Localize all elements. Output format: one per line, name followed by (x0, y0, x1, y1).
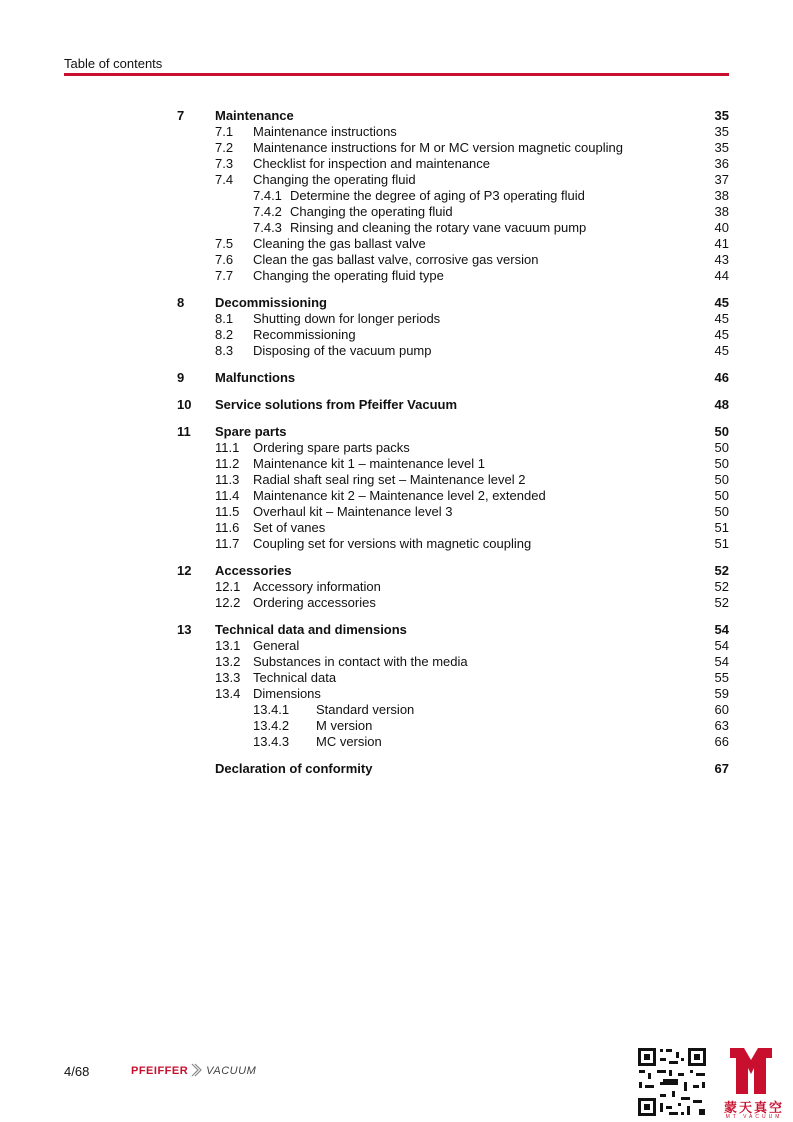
toc-section-row[interactable] (0, 456, 793, 472)
toc-entry-page: 50 (714, 504, 729, 519)
toc-section-row[interactable] (0, 638, 793, 654)
toc-chapter-row[interactable] (0, 397, 793, 413)
toc-entry-page: 35 (714, 124, 729, 139)
toc-section-row[interactable] (0, 204, 793, 220)
toc-entry-title: Disposing of the vacuum pump (253, 343, 432, 358)
toc-entry-title: Maintenance (215, 108, 294, 123)
mt-vacuum-english-name: MT VACUUM (725, 1114, 783, 1120)
toc-entry-page: 35 (714, 140, 729, 155)
toc-entry-page: 40 (714, 220, 729, 235)
toc-section-row[interactable] (0, 188, 793, 204)
toc-entry-page: 38 (714, 188, 729, 203)
toc-entry-page: 63 (714, 718, 729, 733)
toc-entry-number: 11.5 (215, 504, 240, 519)
table-of-contents (0, 108, 793, 788)
toc-entry-number: 11 (177, 424, 191, 439)
qr-code-icon (636, 1046, 708, 1118)
toc-entry-page: 45 (714, 311, 729, 326)
toc-entry-title: Radial shaft seal ring set – Maintenance level 2 (253, 472, 526, 487)
toc-entry-title: Shutting down for longer periods (253, 311, 441, 326)
toc-entry-number: 13.4.2 (253, 718, 290, 733)
toc-entry-page: 50 (714, 424, 729, 439)
toc-entry-number: 13.4.1 (253, 702, 290, 717)
brand-pfeiffer-text: PFEIFFER (131, 1065, 189, 1077)
toc-chapter (0, 424, 793, 552)
toc-entry-number: 7.5 (215, 236, 234, 251)
header-rule (64, 73, 729, 76)
toc-entry-page: 45 (714, 295, 729, 310)
toc-chapter-row[interactable] (0, 622, 793, 638)
toc-entry-page: 36 (714, 156, 729, 171)
toc-entry-page: 60 (714, 702, 729, 717)
toc-entry-page: 50 (714, 456, 729, 471)
toc-section-row[interactable] (0, 654, 793, 670)
mt-vacuum-logo-icon (716, 1046, 786, 1096)
toc-entry-title: Overhaul kit – Maintenance level 3 (253, 504, 453, 519)
header-title: Table of contents (64, 56, 163, 71)
toc-entry-page: 35 (714, 108, 729, 123)
toc-section-row[interactable] (0, 670, 793, 686)
toc-entry-page: 52 (714, 595, 729, 610)
toc-section-row[interactable] (0, 172, 793, 188)
toc-chapter (0, 563, 793, 611)
toc-section-row[interactable] (0, 718, 793, 734)
toc-entry-title: Determine the degree of aging of P3 operating fluid (290, 188, 585, 203)
toc-section-row[interactable] (0, 268, 793, 284)
toc-section-row[interactable] (0, 311, 793, 327)
toc-chapter-row[interactable] (0, 295, 793, 311)
toc-entry-page: 50 (714, 440, 729, 455)
toc-entry-title: Changing the operating fluid type (253, 268, 444, 283)
toc-section-row[interactable] (0, 252, 793, 268)
toc-section-row[interactable] (0, 488, 793, 504)
toc-entry-page: 45 (714, 343, 729, 358)
toc-entry-title: Accessories (215, 563, 292, 578)
toc-entry-page: 43 (714, 252, 729, 267)
toc-section-row[interactable] (0, 472, 793, 488)
toc-section-row[interactable] (0, 536, 793, 552)
toc-entry-title: Ordering accessories (253, 595, 376, 610)
brand-vacuum-text: VACUUM (206, 1065, 257, 1077)
toc-entry-page: 50 (714, 488, 729, 503)
toc-entry-number: 10 (177, 397, 192, 412)
toc-section-row[interactable] (0, 140, 793, 156)
toc-entry-number: 11.1 (215, 440, 240, 455)
toc-entry-title: Standard version (316, 702, 415, 717)
toc-entry-title: Maintenance instructions (253, 124, 397, 139)
toc-entry-number: 7.6 (215, 252, 234, 267)
toc-entry-title: General (253, 638, 300, 653)
toc-section-row[interactable] (0, 686, 793, 702)
toc-entry-page: 66 (714, 734, 729, 749)
toc-entry-title: Maintenance instructions for M or MC version magnetic coupling (253, 140, 623, 155)
toc-entry-title: Declaration of conformity (215, 761, 373, 776)
toc-entry-page: 38 (714, 204, 729, 219)
toc-entry-title: MC version (316, 734, 382, 749)
toc-entry-number: 8.3 (215, 343, 234, 358)
toc-entry-number: 12.2 (215, 595, 241, 610)
toc-entry-title: M version (316, 718, 373, 733)
toc-entry-title: Checklist for inspection and maintenance (253, 156, 491, 171)
toc-chapter (0, 295, 793, 359)
toc-entry-page: 51 (714, 536, 729, 551)
toc-entry-number: 12.1 (215, 579, 241, 594)
toc-entry-page: 50 (714, 472, 729, 487)
toc-entry-page: 55 (714, 670, 729, 685)
toc-entry-number: 7.4.3 (253, 220, 282, 235)
toc-section-row[interactable] (0, 440, 793, 456)
toc-entry-number: 12 (177, 563, 192, 578)
toc-entry-number: 7.1 (215, 124, 234, 139)
toc-section-row[interactable] (0, 702, 793, 718)
toc-entry-title: Technical data and dimensions (215, 622, 407, 637)
toc-entry-number: 9 (177, 370, 185, 385)
toc-entry-number: 7.4.1 (253, 188, 282, 203)
toc-section-row[interactable] (0, 579, 793, 595)
toc-entry-title: Cleaning the gas ballast valve (253, 236, 426, 251)
toc-entry-page: 52 (714, 579, 729, 594)
toc-chapter (0, 108, 793, 284)
toc-entry-number: 13 (177, 622, 192, 637)
toc-entry-number: 11.2 (215, 456, 240, 471)
toc-chapter (0, 397, 793, 413)
toc-entry-title: Malfunctions (215, 370, 296, 385)
toc-section-row[interactable] (0, 734, 793, 750)
toc-entry-number: 11.6 (215, 520, 240, 535)
toc-entry-number: 11.7 (215, 536, 240, 551)
toc-chapter-row[interactable] (0, 424, 793, 440)
toc-section-row[interactable] (0, 520, 793, 536)
toc-entry-number: 13.3 (215, 670, 241, 685)
toc-section-row[interactable] (0, 220, 793, 236)
toc-entry-number: 11.4 (215, 488, 240, 503)
toc-entry-number: 13.4 (215, 686, 241, 701)
toc-chapter-row[interactable] (0, 370, 793, 386)
toc-entry-title: Maintenance kit 1 – maintenance level 1 (253, 456, 485, 471)
toc-entry-number: 8 (177, 295, 185, 310)
toc-entry-number: 7.7 (215, 268, 234, 283)
toc-entry-title: Accessory information (253, 579, 381, 594)
toc-entry-title: Coupling set for versions with magnetic coupling (253, 536, 532, 551)
toc-entry-page: 37 (714, 172, 729, 187)
toc-entry-page: 67 (714, 761, 729, 776)
pfeiffer-logo-icon (190, 1063, 204, 1077)
toc-entry-number: 7.4 (215, 172, 234, 187)
toc-entry-number: 7 (177, 108, 185, 123)
toc-entry-number: 7.2 (215, 140, 234, 155)
toc-chapter-row[interactable] (0, 563, 793, 579)
toc-entry-title: Substances in contact with the media (253, 654, 468, 669)
toc-entry-number: 8.1 (215, 311, 234, 326)
toc-entry-title: Recommissioning (253, 327, 356, 342)
toc-entry-title: Set of vanes (253, 520, 326, 535)
toc-entry-title: Decommissioning (215, 295, 327, 310)
toc-chapter (0, 370, 793, 386)
toc-entry-page: 45 (714, 327, 729, 342)
toc-entry-title: Changing the operating fluid (253, 172, 416, 187)
toc-section-row[interactable] (0, 327, 793, 343)
toc-entry-title: Spare parts (215, 424, 287, 439)
toc-entry-number: 7.4.2 (253, 204, 282, 219)
toc-entry-page: 51 (714, 520, 729, 535)
toc-entry-page: 44 (714, 268, 729, 283)
toc-entry-page: 54 (714, 622, 729, 637)
toc-entry-title: Changing the operating fluid (290, 204, 453, 219)
toc-section-row[interactable] (0, 156, 793, 172)
toc-chapter-row[interactable] (0, 108, 793, 124)
toc-entry-number: 13.2 (215, 654, 241, 669)
toc-section-row[interactable] (0, 236, 793, 252)
toc-entry-title: Dimensions (253, 686, 321, 701)
toc-chapter (0, 761, 793, 777)
toc-entry-number: 13.1 (215, 638, 241, 653)
toc-entry-number: 8.2 (215, 327, 234, 342)
pfeiffer-brand (131, 1063, 256, 1077)
toc-entry-title: Service solutions from Pfeiffer Vacuum (215, 397, 458, 412)
toc-chapter (0, 622, 793, 750)
mt-vacuum-chinese-name: 蒙天真空 (723, 1100, 784, 1115)
toc-entry-page: 41 (714, 236, 729, 251)
toc-entry-number: 13.4.3 (253, 734, 290, 749)
toc-entry-title: Rinsing and cleaning the rotary vane vacuum pump (290, 220, 587, 235)
toc-section-row[interactable] (0, 124, 793, 140)
toc-entry-title: Maintenance kit 2 – Maintenance level 2, extended (253, 488, 546, 503)
toc-entry-number: 7.3 (215, 156, 234, 171)
toc-entry-page: 52 (714, 563, 729, 578)
toc-entry-title: Ordering spare parts packs (253, 440, 410, 455)
toc-entry-page: 48 (714, 397, 729, 412)
toc-entry-page: 59 (714, 686, 729, 701)
toc-section-row[interactable] (0, 595, 793, 611)
toc-entry-title: Technical data (253, 670, 337, 685)
toc-chapter-row[interactable] (0, 761, 793, 777)
toc-section-row[interactable] (0, 504, 793, 520)
footer-page-number: 4/68 (64, 1064, 90, 1079)
toc-entry-page: 54 (714, 654, 729, 669)
toc-entry-title: Clean the gas ballast valve, corrosive gas version (253, 252, 539, 267)
toc-entry-number: 11.3 (215, 472, 240, 487)
toc-section-row[interactable] (0, 343, 793, 359)
toc-entry-page: 46 (714, 370, 729, 385)
toc-entry-page: 54 (714, 638, 729, 653)
